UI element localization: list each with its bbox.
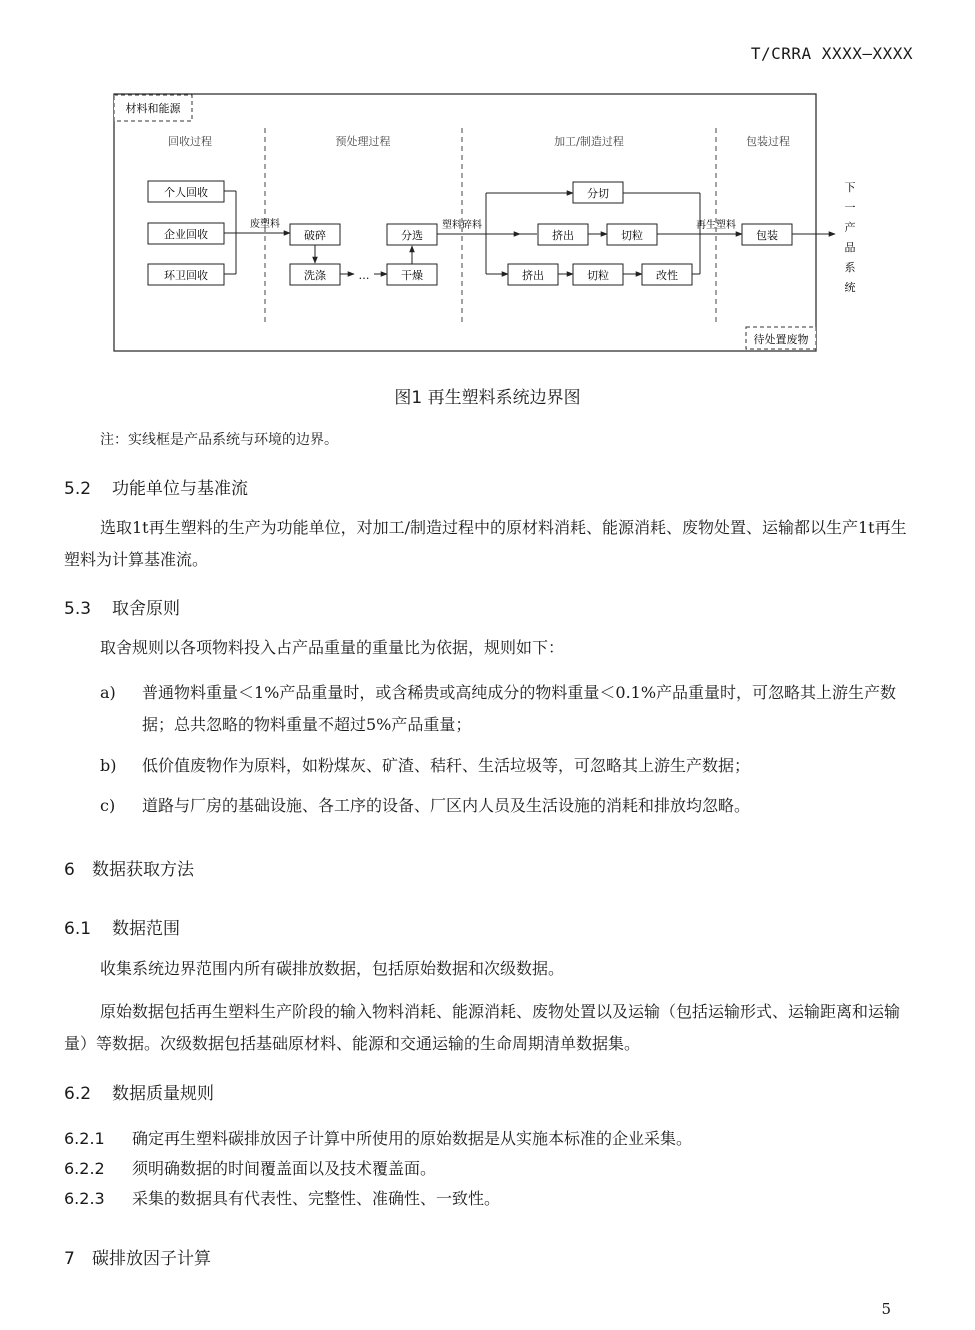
section-heading-5-3 [64, 594, 180, 619]
svg-text:企业回收: 企业回收 [164, 228, 208, 241]
clause [64, 1156, 436, 1179]
paragraph: 取舍规则以各项物料投入占产品重量的重量比为依据，规则如下： [100, 638, 565, 657]
stage-label: 回收过程 [168, 135, 212, 148]
section-title: 碳排放因子计算 [92, 1249, 211, 1269]
svg-text:洗涤: 洗涤 [304, 269, 326, 282]
system-boundary-diagram [110, 93, 856, 353]
svg-text:干燥: 干燥 [401, 269, 423, 282]
svg-text:挤出: 挤出 [522, 269, 544, 282]
svg-text:包装: 包装 [756, 229, 778, 242]
process-box-crush [290, 224, 340, 245]
section-number: 6.2 [64, 1084, 92, 1104]
next-product-system-label [845, 181, 856, 294]
materials-energy-label: 材料和能源 [125, 102, 181, 115]
svg-text:一: 一 [844, 201, 856, 214]
list-text: 低价值废物作为原料，如粉煤灰、矿渣、秸秆、生活垃圾等，可忽略其上游生产数据； [142, 756, 751, 775]
section-number: 7 [64, 1249, 75, 1269]
section-heading-6-1 [64, 914, 180, 939]
svg-text:切粒: 切粒 [587, 269, 609, 282]
paragraph: 原始数据包括再生塑料生产阶段的输入物料消耗、能源消耗、废物处置以及运输（包括运输形式、运输距离和运输量）等数据。次级数据包括基础原材料、能源和交通运输的生命周期清单数据集。 [64, 1002, 901, 1053]
list-label: c) [100, 796, 116, 815]
clause [64, 1186, 500, 1209]
ellipsis: … [358, 269, 370, 282]
collection-box [148, 181, 224, 202]
list-label: b) [100, 756, 117, 775]
stage-label: 预处理过程 [335, 135, 391, 148]
process-box-package [742, 224, 792, 245]
clause-text: 确定再生塑料碳排放因子计算中所使用的原始数据是从实施本标准的企业采集。 [132, 1129, 693, 1148]
section-number: 6.1 [64, 919, 92, 939]
process-box-modify [642, 264, 692, 285]
section-heading-5-2 [64, 474, 248, 499]
paragraph: 选取1t再生塑料的生产为功能单位，对加工/制造过程中的原材料消耗、能源消耗、废物处置、运输都以生产1t再生塑料为计算基准流。 [64, 518, 907, 569]
section-title: 数据质量规则 [112, 1084, 214, 1104]
paragraph: 收集系统边界范围内所有碳排放数据，包括原始数据和次级数据。 [100, 959, 565, 978]
list-text: 普通物料重量＜1%产品重量时，或含稀贵或高纯成分的物料重量＜0.1%产品重量时，可忽略其上游生产数据；总共忽略的物料重量不超过5%产品重量； [142, 683, 897, 734]
figure-caption: 图1 再生塑料系统边界图 [394, 388, 581, 408]
svg-text:分切: 分切 [587, 187, 609, 200]
document-code: T/CRRA XXXX—XXXX [750, 44, 913, 63]
stage-label: 包装过程 [746, 135, 790, 148]
list-item [100, 790, 915, 822]
list-label: a) [100, 683, 116, 702]
figure-note: 注：实线框是产品系统与环境的边界。 [100, 432, 338, 448]
collection-box [148, 223, 224, 244]
list-text: 道路与厂房的基础设施、各工序的设备、厂区内人员及生活设施的消耗和排放均忽略。 [142, 796, 751, 815]
process-box-slit [573, 182, 623, 203]
flow-label: 再生塑料 [696, 220, 736, 231]
clause-number: 6.2.3 [64, 1189, 105, 1208]
svg-text:改性: 改性 [656, 269, 678, 282]
section-heading-6 [64, 855, 194, 880]
process-box-extrude [508, 264, 558, 285]
process-box-dry [387, 264, 437, 285]
svg-text:分选: 分选 [401, 229, 423, 242]
flow-label: 废塑料 [250, 219, 280, 230]
clause-text: 采集的数据具有代表性、完整性、准确性、一致性。 [132, 1189, 501, 1208]
section-title: 数据范围 [112, 919, 180, 939]
svg-text:破碎: 破碎 [304, 229, 326, 242]
page-number: 5 [881, 1300, 891, 1318]
section-number: 6 [64, 860, 75, 880]
section-heading-6-2 [64, 1079, 214, 1104]
svg-text:品: 品 [844, 241, 856, 254]
process-box-wash [290, 264, 340, 285]
clause-number: 6.2.2 [64, 1159, 105, 1178]
process-box-extrude [538, 224, 588, 245]
svg-text:统: 统 [844, 281, 856, 294]
clause-number: 6.2.1 [64, 1129, 105, 1148]
svg-text:系: 系 [844, 261, 856, 274]
svg-text:下: 下 [844, 181, 856, 194]
svg-text:个人回收: 个人回收 [164, 186, 208, 199]
list-item [100, 750, 915, 782]
section-number: 5.3 [64, 599, 92, 619]
process-box-sort [387, 224, 437, 245]
flow-label: 塑料碎料 [442, 220, 482, 231]
section-title: 数据获取方法 [92, 860, 194, 880]
section-heading-7 [64, 1244, 211, 1269]
collection-box [148, 264, 224, 285]
svg-text:挤出: 挤出 [552, 229, 574, 242]
process-box-pelletize [607, 224, 657, 245]
process-box-pelletize [573, 264, 623, 285]
list-item [100, 677, 915, 741]
section-title: 取舍原则 [112, 599, 180, 619]
waste-label: 待处置废物 [753, 333, 809, 346]
stage-label: 加工/制造过程 [554, 135, 624, 148]
svg-text:环卫回收: 环卫回收 [164, 269, 208, 282]
clause-text: 须明确数据的时间覆盖面以及技术覆盖面。 [132, 1159, 437, 1178]
svg-text:产: 产 [844, 221, 856, 234]
section-number: 5.2 [64, 479, 92, 499]
clause [64, 1126, 692, 1149]
svg-text:切粒: 切粒 [621, 229, 643, 242]
section-title: 功能单位与基准流 [112, 479, 248, 499]
